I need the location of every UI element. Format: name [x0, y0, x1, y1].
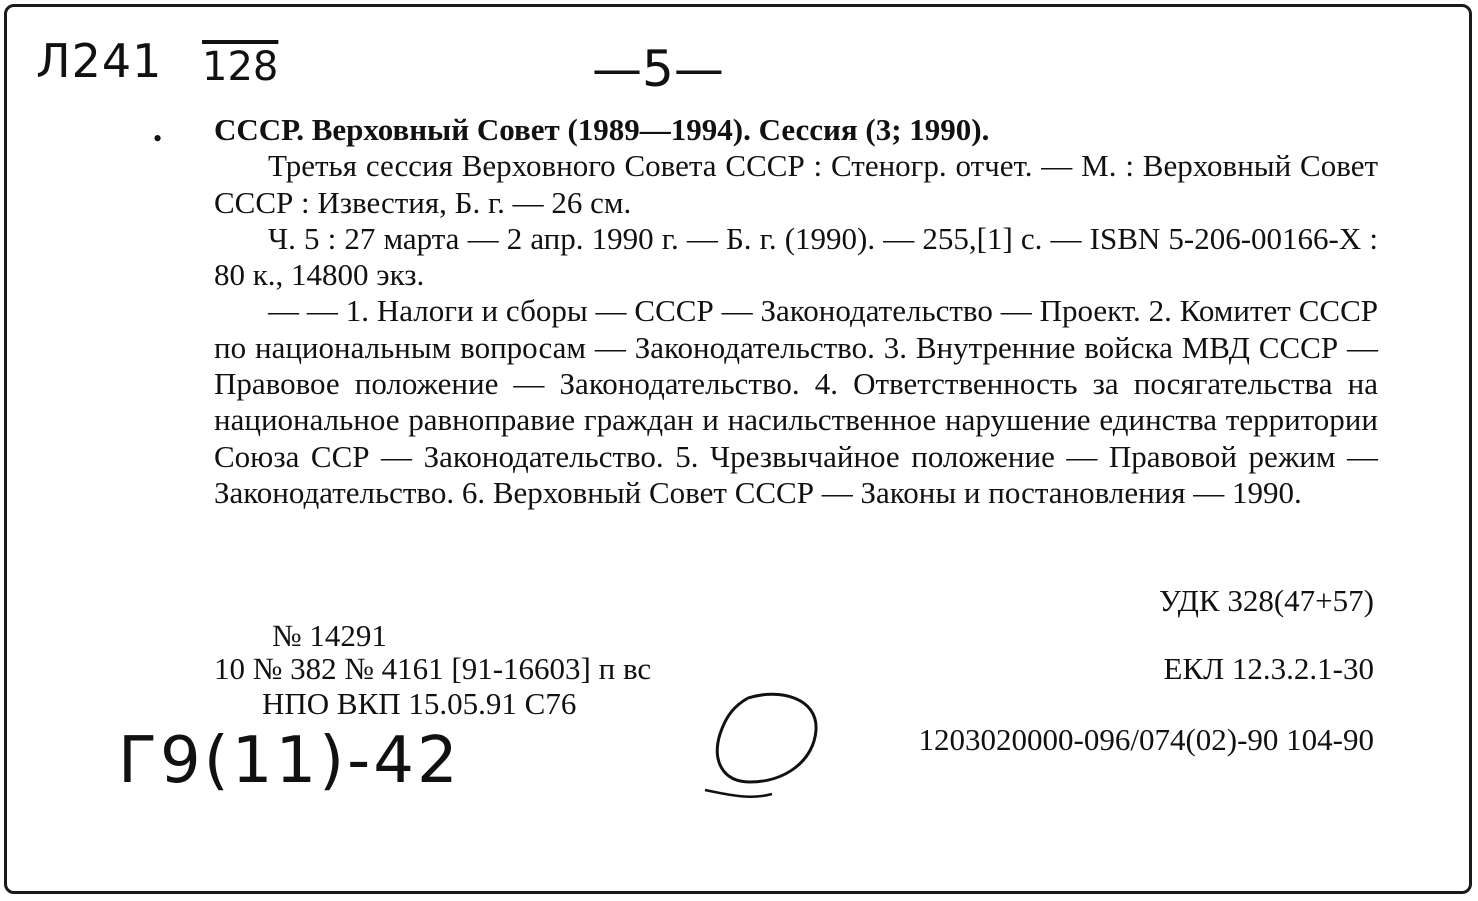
udk-code: УДК 328(47+57) [1158, 583, 1374, 618]
ekl-code: ЕКЛ 12.3.2.1-30 [1163, 651, 1374, 686]
card-header: СССР. Верховный Совет (1989—1994). Сессия (3; 1990). [214, 112, 990, 147]
classification-code: 1203020000-096/074(02)-90 104-90 [918, 722, 1374, 757]
order-line: 10 № 382 № 4161 [91-16603] п вс [214, 651, 652, 686]
circle-stamp-mark [700, 690, 830, 810]
handwritten-call-number: Л241 [36, 34, 163, 88]
record-number: № 14291 [272, 618, 387, 653]
bullet-dot: • [153, 124, 163, 153]
handwritten-page-mark: —5— [592, 40, 724, 98]
printer-line: НПО ВКП 15.05.91 С76 [262, 686, 577, 721]
handwritten-shelf-mark: Г9(11)-42 [118, 724, 461, 798]
description-paragraph: Третья сессия Верховного Совета СССР : Стеногр. отчет. — М. : Верховный Совет СССР : Известия, Б. г. — 26 см. [214, 148, 1378, 220]
subject-headings: — — 1. Налоги и сборы — СССР — Законодательство — Проект. 2. Комитет СССР по национальным вопросам — Законодательство. 3. Внутренние войска МВД СССР — Правовое положение — Законодательство. 4. Ответственность за посягательства на национальное равноправие граждан и насильственное нарушение единства территории Союза ССР — Законодательство. 5. Чрезвычайное положение — Правовой режим — Законодательство. 6. Верховный Совет СССР — Законы и постановления — 1990. [214, 293, 1378, 510]
handwritten-fraction: 128 [202, 44, 279, 90]
card-body [214, 112, 1378, 511]
description-paragraph: Ч. 5 : 27 марта — 2 апр. 1990 г. — Б. г. (1990). — 255,[1] с. — ISBN 5-206-00166-X : 80 к., 14800 экз. [214, 220, 1378, 293]
